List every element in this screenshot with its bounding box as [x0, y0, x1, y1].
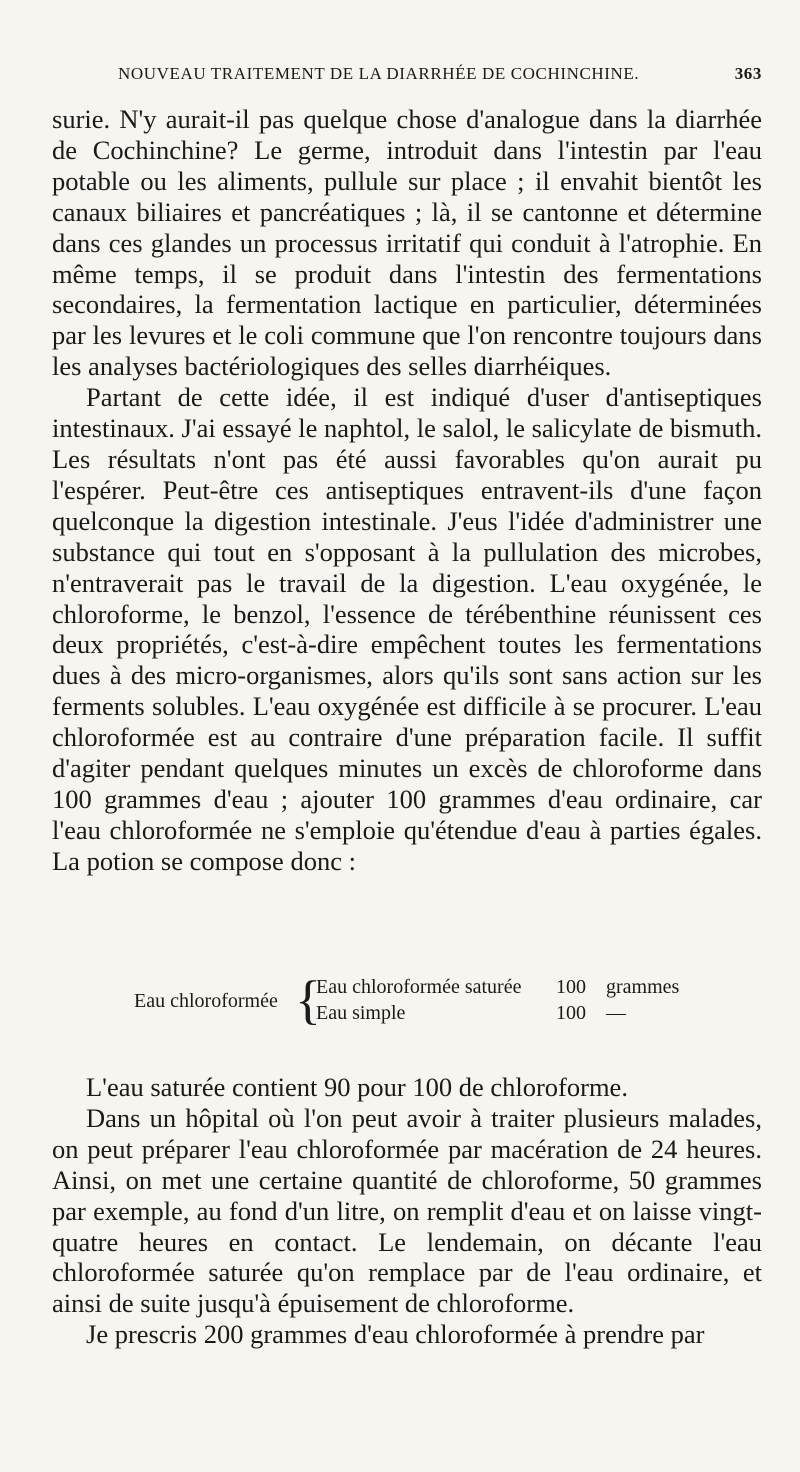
ingredient-name: Eau simple [316, 1002, 406, 1024]
text-block-upper [52, 104, 762, 877]
page-number: 363 [734, 64, 762, 83]
paragraph-continued: surie. N'y aurait-il pas quelque chose d'analogue dans la diarrhée de Cochinchine? Le germe, introduit dans l'intestin par l'eau potable ou les aliments, pullule sur place ; il envahit bientôt les canaux biliaires et pancréatiques ; là, il se cantonne et détermine dans ces glandes un processus irritatif qui conduit à l'atrophie. En même temps, il se produit dans l'intestin des fermentations secondaires, la fermentation lactique en particulier, déterminées par les levures et le coli commune que l'on rencontre toujours dans les analyses bactériologiques des selles diarrhéiques. [52, 104, 762, 382]
paragraph-saturated-water: L'eau saturée contient 90 pour 100 de chloroforme. [86, 1072, 628, 1102]
formula-row [316, 1002, 696, 1028]
formula-row [316, 976, 696, 1002]
formula-brace: { [295, 970, 321, 1030]
paragraph-prescription: Je prescris 200 grammes d'eau chloroformée à prendre par [86, 1319, 705, 1350]
ingredient-name: Eau chloroformée saturée [316, 976, 522, 998]
prescription-formula [0, 972, 800, 1032]
formula-label: Eau chloroformée [134, 990, 278, 1012]
ingredient-quantity: 100 [556, 1002, 586, 1024]
running-title: NOUVEAU TRAITEMENT DE LA DIARRHÉE DE COCHINCHINE. [118, 64, 640, 83]
ingredient-quantity: 100 [556, 976, 586, 998]
paragraph-hospital-preparation: Dans un hôpital où l'on peut avoir à traiter plusieurs malades, on peut préparer l'eau chloroformée par macération de 24 heures. Ainsi, on met une certaine quantité de chloroforme, 50 grammes par exemple, au fond d'un litre, on remplit d'eau et on laisse vingt-quatre heures en contact. Le lendemain, on décante l'eau chloroformée saturée qu'on remplace par de l'eau ordinaire, et ainsi de suite jusqu'à épuisement de chloroforme. [52, 1102, 762, 1319]
ingredient-unit: — [606, 1002, 626, 1024]
page-header [118, 64, 762, 88]
ingredient-unit: grammes [606, 976, 680, 998]
paragraph-antiseptics: Partant de cette idée, il est indiqué d'user d'antiseptiques intestinaux. J'ai essayé le naphtol, le salol, le salicylate de bismuth. Les résultats n'ont pas été aussi favorables qu'on aurait pu l'espérer. Peut-être ces antiseptiques entravent-ils d'une façon quelconque la digestion intestinale. J'eus l'idée d'administrer une substance qui tout en s'opposant à la pullulation des microbes, n'entraverait pas le travail de la digestion. L'eau oxygénée, le chloroforme, le benzol, l'essence de térébenthine réunissent ces deux propriétés, c'est-à-dire empêchent toutes les fermentations dues à des micro-organismes, alors qu'ils sont sans action sur les ferments solubles. L'eau oxygénée est difficile à se procurer. L'eau chloroformée est au contraire d'une préparation facile. Il suffit d'agiter pendant quelques minutes un excès de chloroforme dans 100 grammes d'eau ; ajouter 100 grammes d'eau ordinaire, car l'eau chloroformée ne s'emploie qu'étendue d'eau à parties égales. La potion se compose donc : [52, 382, 762, 876]
text-block-lower [52, 1072, 762, 1350]
